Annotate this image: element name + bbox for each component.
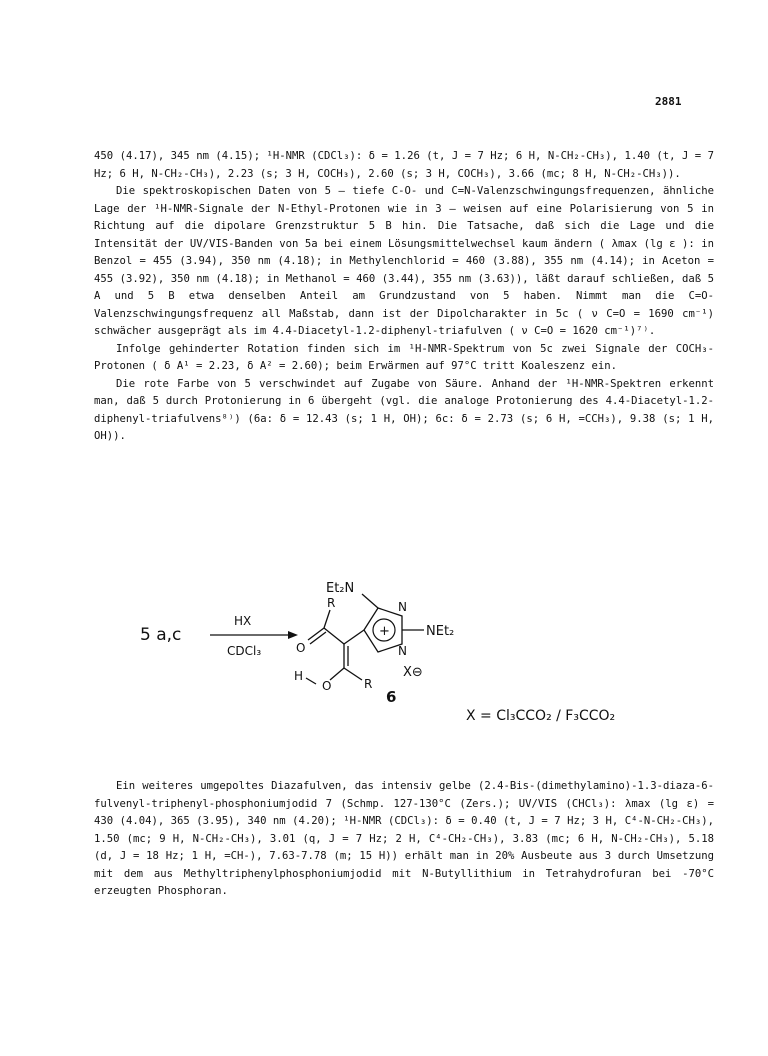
- counterion-definition: X = Cl₃CCO₂ / F₃CCO₂: [466, 708, 616, 724]
- et2n-label: Et₂N: [326, 581, 355, 596]
- hydrogen-label: H: [294, 669, 304, 683]
- carbonyl-oxygen-label: O: [296, 641, 306, 655]
- paragraph-phosphonium: Ein weiteres umgepoltes Diazafulven, das intensiv gelbe (2.4-Bis-(dimethylamino)-1.3-diaza-6-fulvenyl-triphenyl-phosphoniumjodid 7 (Schmp. 127-130°C (Zers.); UV/VIS (CHCl₃): λmax (lg ε) = 430 (4.04), 365 (3.95), 340 nm (4.20); ¹H-NMR (CDCl₃): δ = 0.40 (t, J = 7 Hz; 3 H, C⁴-N-CH₂-CH₃), 1.50 (mc; 9 H, N-CH₂-CH₃), 3.01 (q, J = 7 Hz; 2 H, C⁴-CH₂-CH₃), 3.83 (mc; 6 H, N-CH₂-CH₃), 5.18 (d, J = 18 Hz; 1 H, =CH-), 7.63-7.78 (m; 15 H)) erhält man in 20% Ausbeute aus 3 durch Umsetzung mit dem aus Methyltriphenylphosphoniumjodid mit N-Butyllithium in Tetrahydrofuran bei -70°C erzeugten Phosphoran.: [94, 780, 714, 897]
- compound-number: 6: [386, 688, 397, 706]
- net2-label: NEt₂: [426, 624, 455, 639]
- reaction-arrow-head: [288, 631, 298, 639]
- bond-enol-to-oxygen: [330, 668, 344, 680]
- solvent-label: CDCl₃: [227, 644, 262, 658]
- enol-oxygen-label: O: [322, 679, 332, 693]
- text-block-top: [94, 148, 714, 446]
- reagent-label: HX: [234, 614, 252, 628]
- paragraph-protonation: Die rote Farbe von 5 verschwindet auf Zugabe von Säure. Anhand der ¹H-NMR-Spektren erkennt man, daß 5 durch Protonierung in 6 übergeht (vgl. die analoge Protonierung des 4.4-Diacetyl-1.2-diphenyl-triafulvens⁸⁾) (6a: δ = 12.43 (s; 1 H, OH); 6c: δ = 2.73 (s; 6 H, =CCH₃), 9.38 (s; 1 H, OH)).: [94, 377, 714, 442]
- reaction-scheme-drawing: [130, 580, 690, 730]
- bond-to-et2n: [362, 594, 378, 608]
- reaction-scheme: [130, 580, 690, 730]
- bond-enol-to-r: [344, 668, 362, 680]
- paragraph-rotation: Infolge gehinderter Rotation finden sich im ¹H-NMR-Spektrum von 5c zwei Signale der COCH₃-Protonen ( δ A¹ = 2.23, δ A² = 2.60); beim Erwärmen auf 97°C tritt Koaleszenz ein.: [94, 342, 714, 372]
- bond-oh: [306, 678, 316, 684]
- ring-nitrogen-top: N: [398, 600, 407, 614]
- r-label-top: R: [327, 596, 336, 610]
- bond-carbonyl-oxygen-2: [310, 632, 326, 644]
- paragraph-nmr-data: 450 (4.17), 345 nm (4.15); ¹H-NMR (CDCl₃): δ = 1.26 (t, J = 7 Hz; 6 H, N-CH₂-CH₃), 1.40 (t, J = 7 Hz; 6 H, N-CH₂-CH₃), 2.23 (s; 3 H, COCH₃), 2.60 (s; 3 H, COCH₃), 3.66 (mc; 8 H, N-CH₂-CH₃)).: [94, 150, 714, 180]
- reactant-label: 5 a,c: [140, 625, 182, 645]
- bond-ring-to-carbon: [344, 630, 364, 644]
- bond-carbon-to-carbonyl: [324, 628, 344, 644]
- paragraph-spectroscopy: Die spektroskopischen Daten von 5 – tiefe C-O- und C=N-Valenzschwingungsfrequenzen, ähnliche Lage der ¹H-NMR-Signale der N-Ethyl-Protonen wie in 3 – weisen auf eine Polarisierung von 5 in Richtung auf die dipolare Grenzstruktur 5 B hin. Die Tatsache, daß sich die Lage und die Intensität der UV/VIS-Banden von 5a bei einem Lösungsmittelwechsel kaum ändern ( λmax (lg ε ): in Benzol = 455 (3.94), 350 nm (4.18); in Methylenchlorid = 460 (3.88), 355 nm (4.14); in Aceton = 455 (3.92), 350 nm (4.18); in Methanol = 460 (3.44), 355 nm (3.63)), läßt darauf schließen, daß 5 A und 5 B etwa denselben Anteil am Grundzustand von 5 haben. Nimmt man die C=O-Valenzschwingungsfrequenz all Maßstab, dann ist der Dipolcharakter in 5c ( ν C=O = 1690 cm⁻¹) schwächer ausgeprägt als im 4.4-Diacetyl-1.2-diphenyl-triafulven ( ν C=O = 1620 cm⁻¹)⁷⁾.: [94, 185, 714, 337]
- text-block-bottom: [94, 778, 714, 901]
- counterion-label: X⊖: [403, 665, 423, 680]
- bond-carbonyl-to-r: [324, 610, 330, 628]
- r-label-bottom: R: [364, 677, 373, 691]
- ring-nitrogen-bottom: N: [398, 644, 407, 658]
- bond-carbonyl-oxygen-1: [308, 628, 324, 640]
- page-number: 2881: [655, 95, 682, 108]
- ring-charge-plus: +: [379, 624, 390, 639]
